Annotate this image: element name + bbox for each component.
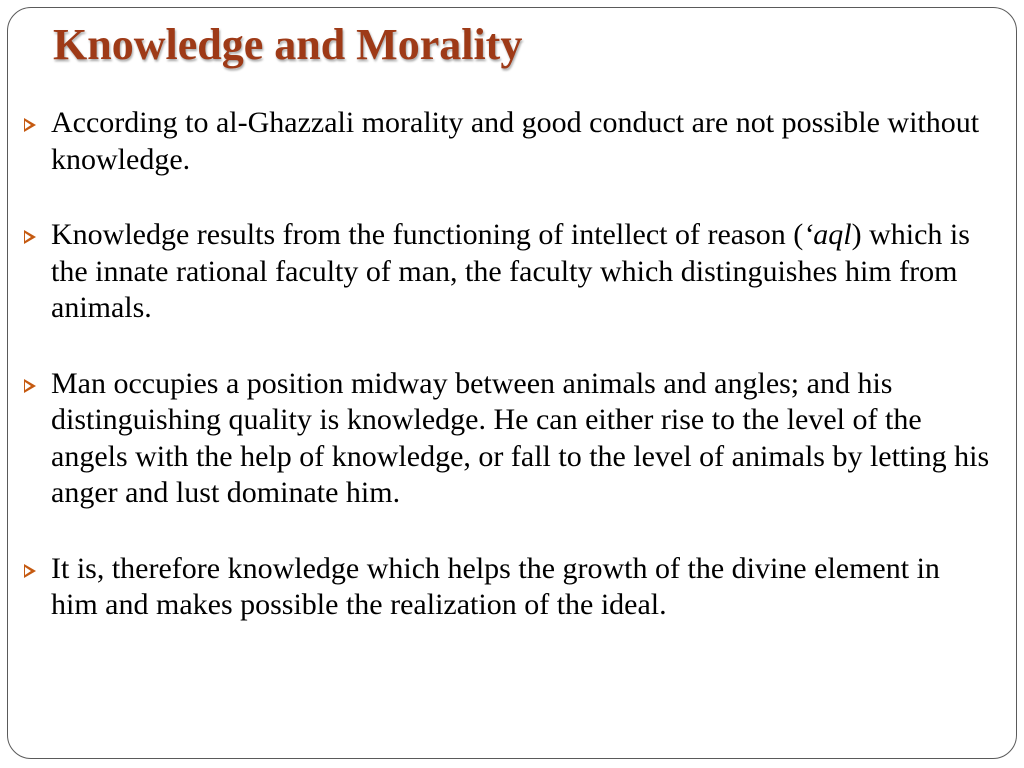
arrowhead-bullet-icon <box>24 118 36 132</box>
bullet-item <box>24 551 992 624</box>
bullet-text-italic: ‘aql <box>803 218 852 251</box>
bullet-text <box>51 218 970 324</box>
bullet-list <box>24 105 992 624</box>
bullet-item <box>24 217 992 327</box>
arrowhead-bullet-icon <box>24 230 36 244</box>
slide-title: Knowledge and Morality <box>53 20 523 69</box>
bullet-text: It is, therefore knowledge which helps the growth of the divine element in him and makes possible the realization of the ideal. <box>51 551 940 621</box>
bullet-text-part: ) which is the innate rational faculty of man, the faculty which distinguishes him from animals. <box>51 218 970 324</box>
arrowhead-bullet-icon <box>24 564 36 578</box>
bullet-item <box>24 105 992 178</box>
arrowhead-bullet-icon <box>24 379 36 393</box>
bullet-text: Man occupies a position midway between animals and angles; and his distinguishing quality is knowledge. He can either rise to the level of the angels with the help of knowledge, or fall to the level of animals by letting his anger and lust dominate him. <box>51 366 990 509</box>
bullet-text-part: Knowledge results from the functioning of intellect of reason ( <box>51 218 804 251</box>
bullet-item <box>24 366 992 512</box>
bullet-text: According to al-Ghazzali morality and good conduct are not possible without knowledge. <box>51 106 980 176</box>
